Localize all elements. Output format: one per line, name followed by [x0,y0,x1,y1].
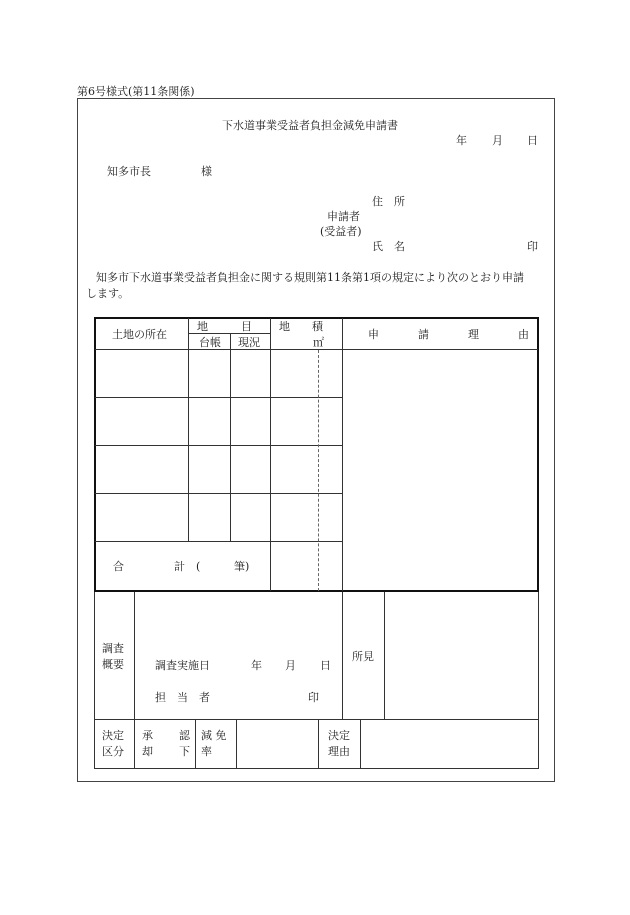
applicant-address-label: 住 所 [372,195,405,208]
body-text-line2: します。 [86,287,130,300]
total-parcels-label: 筆) [234,560,250,573]
decision-category-line1: 決定 [102,729,124,742]
decision-reason-line1: 決定 [328,729,350,742]
survey-staff-label: 担 当 者 [155,691,210,704]
row-divider-1 [95,397,343,398]
reject-option [142,744,190,760]
applicant-name-label: 氏 名 [372,240,405,253]
date-year-label: 年 [456,134,467,147]
decision-reason-line2: 理由 [328,745,350,758]
survey-left-border [94,592,95,768]
area-decimal-dashed-line [318,350,319,591]
total-label-a: 合 [113,560,124,573]
survey-opinion-divider-left [342,592,343,719]
survey-year: 年 [251,659,262,672]
row-divider-3 [95,493,343,494]
approve-reject-options [142,728,190,760]
table-header-divider [95,349,538,350]
row-divider-2 [95,445,343,446]
col-divider-location [188,318,189,541]
survey-staff-seal: 印 [308,691,319,704]
approve-char-a: 承 [142,729,153,742]
addressee-honorific: 様 [201,165,212,178]
applicant-seal: 印 [527,240,538,253]
survey-right-border [538,592,539,768]
reduction-rate-label [201,728,227,760]
registry-header: 台帳 [199,336,221,349]
decision-reason-label [328,728,350,760]
survey-label-line2: 概要 [102,658,124,671]
survey-opinion-divider-right [384,592,385,719]
col-divider-area [342,318,343,591]
area-header: 地 積 [279,320,323,333]
decision-bottom-border [94,768,539,769]
survey-opinion-label: 所見 [352,650,374,663]
beneficiary-label: (受益者) [320,225,362,238]
survey-label-divider [134,592,135,719]
landcat-subdivider [188,333,270,334]
decision-col-2 [195,720,196,768]
decision-col-4 [318,720,319,768]
form-title: 下水道事業受益者負担金減免申請書 [222,119,398,132]
decision-col-1 [134,720,135,768]
form-number-label: 第6号様式(第11条関係) [77,85,195,98]
col-divider-registry [230,334,231,541]
reject-char-a: 却 [142,745,153,758]
applicant-label: 申請者 [327,210,360,223]
survey-label [102,641,124,673]
decision-col-3 [236,720,237,768]
current-header: 現況 [238,336,260,349]
addressee-name: 知多市長 [107,165,151,178]
approve-char-b: 認 [179,729,190,742]
location-header: 土地の所在 [112,328,167,341]
survey-day: 日 [320,659,331,672]
col-divider-landcat [270,318,271,591]
land-table [94,317,539,592]
total-label-b: 計 [174,560,185,573]
reject-char-b: 下 [179,745,190,758]
survey-date-label: 調査実施日 [155,659,210,672]
area-unit: ㎡ [313,336,324,349]
row-divider-4 [95,541,343,542]
reduction-line2: 率 [201,745,212,758]
total-paren-open: ( [196,560,201,573]
date-day-label: 日 [527,134,538,147]
approve-option [142,728,190,744]
landcat-header: 地 目 [197,320,252,333]
date-month-label: 月 [492,134,503,147]
reduction-line1: 減 免 [201,729,227,742]
survey-month: 月 [285,659,296,672]
decision-category-label [102,728,124,760]
reason-header: 申 請 理 由 [368,328,543,341]
survey-label-line1: 調査 [102,642,124,655]
decision-col-5 [360,720,361,768]
survey-bottom-divider [94,719,539,720]
decision-category-line2: 区分 [102,745,124,758]
body-text-line1: 知多市下水道事業受益者負担金に関する規則第11条第1項の規定により次のとおり申請 [96,271,524,284]
